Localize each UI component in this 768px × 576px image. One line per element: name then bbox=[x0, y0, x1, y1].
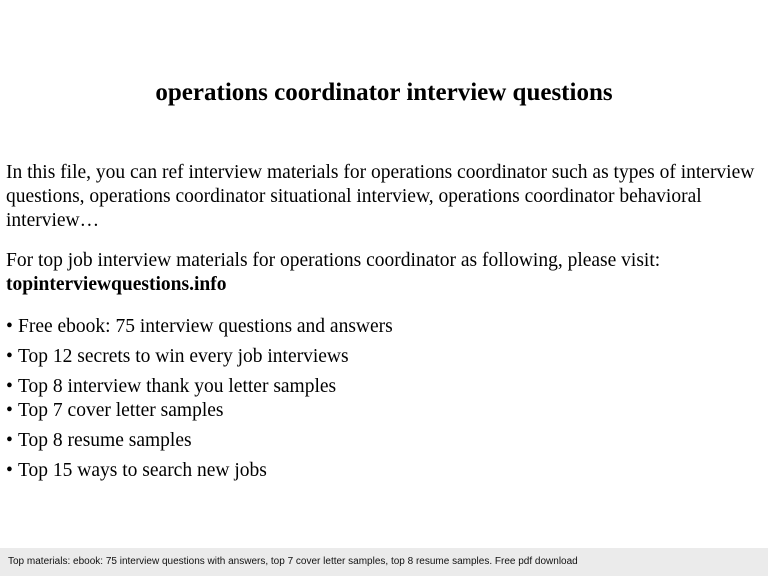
list-item bbox=[6, 429, 762, 453]
bullet-icon: • bbox=[6, 376, 13, 397]
slide-content bbox=[6, 161, 762, 483]
list-item-text: Top 7 cover letter samples bbox=[18, 400, 224, 421]
footer-bar: Top materials: ebook: 75 interview questions with answers, top 7 cover letter samples, top 8 resume samples. Free pdf download bbox=[0, 548, 768, 576]
list-item-text: Top 8 interview thank you letter samples bbox=[18, 376, 337, 397]
list-item bbox=[6, 315, 762, 339]
visit-text: For top job interview materials for operations coordinator as following, please visit: bbox=[6, 250, 661, 271]
list-item bbox=[6, 375, 762, 399]
website-link[interactable]: topinterviewquestions.info bbox=[6, 274, 227, 295]
slide-title: operations coordinator interview questions bbox=[155, 79, 613, 106]
bullet-icon: • bbox=[6, 316, 13, 337]
list-item-text: Top 12 secrets to win every job interviews bbox=[18, 346, 349, 367]
list-item-text: Top 15 ways to search new jobs bbox=[18, 460, 267, 481]
list-item bbox=[6, 399, 762, 423]
bullet-icon: • bbox=[6, 346, 13, 367]
bullet-icon: • bbox=[6, 400, 13, 421]
list-item bbox=[6, 459, 762, 483]
bullet-icon: • bbox=[6, 460, 13, 481]
resource-list bbox=[6, 315, 762, 483]
list-item-text: Free ebook: 75 interview questions and answers bbox=[18, 316, 393, 337]
bullet-icon: • bbox=[6, 430, 13, 451]
list-item-text: Top 8 resume samples bbox=[18, 430, 192, 451]
visit-paragraph bbox=[6, 249, 762, 297]
intro-paragraph: In this file, you can ref interview materials for operations coordinator such as types of interview questions, operations coordinator situational interview, operations coordinator behavioral interview… bbox=[6, 162, 755, 231]
list-item bbox=[6, 345, 762, 369]
